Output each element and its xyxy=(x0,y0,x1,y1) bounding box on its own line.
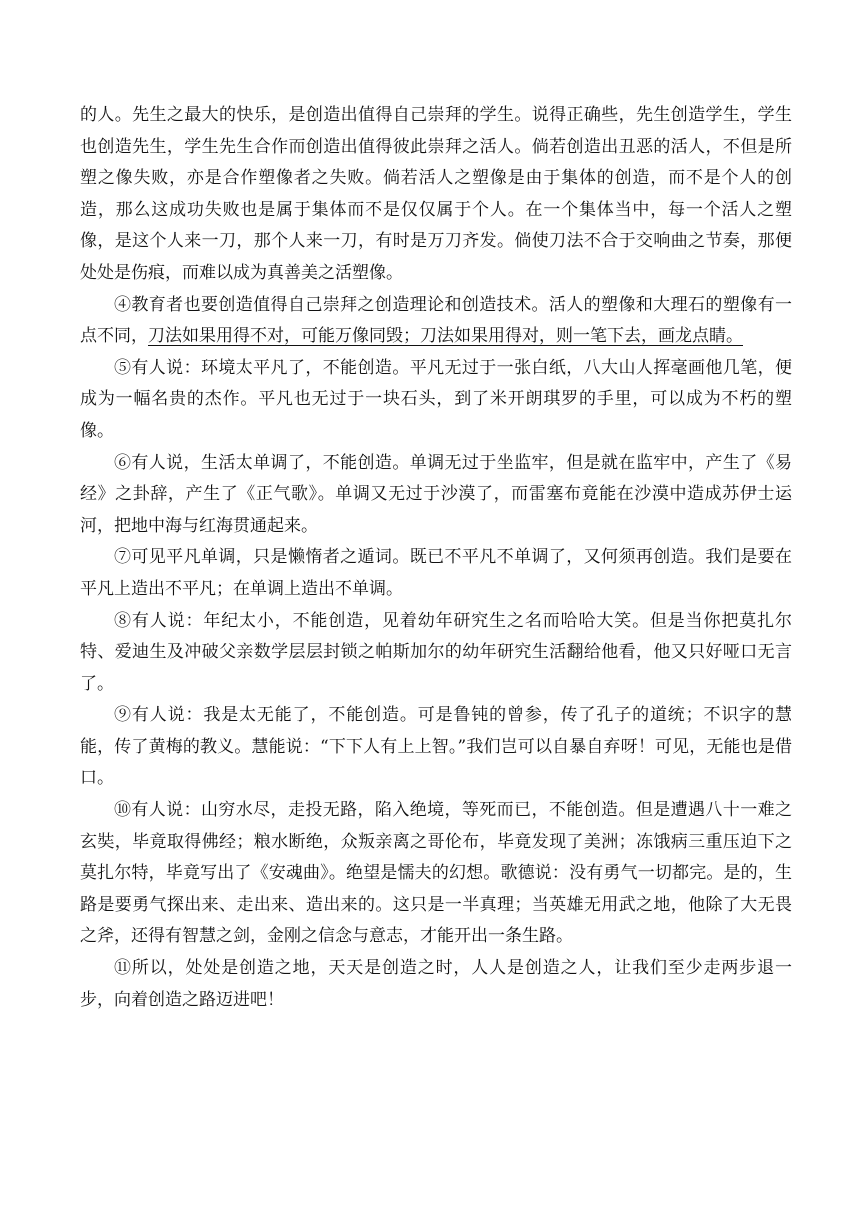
paragraph-text: ⑧有人说：年纪太小，不能创造，见着幼年研究生之名而哈哈大笑。但是当你把莫扎尔特、爱迪生及冲破父亲数学层层封锁之帕斯加尔的幼年研究生活翻给他看，他又只好哑口无言了。 xyxy=(80,610,792,694)
paragraph xyxy=(80,353,792,448)
paragraph xyxy=(80,100,792,290)
paragraph xyxy=(80,542,792,605)
paragraph xyxy=(80,953,792,1016)
document-body xyxy=(80,100,792,1016)
paragraph xyxy=(80,290,792,353)
paragraph xyxy=(80,795,792,953)
paragraph-text: ④教育者也要创造值得自己崇拜之创造理论和创造技术。活人的塑像和大理石的塑像有一点不同， xyxy=(80,294,792,347)
paragraph xyxy=(80,700,792,795)
paragraph-text: 的人。先生之最大的快乐，是创造出值得自己崇拜的学生。说得正确些，先生创造学生，学生也创造先生，学生先生合作而创造出值得彼此崇拜之活人。倘若创造出丑恶的活人，不但是所塑之像失败，亦是合作塑像者之失败。倘若活人之塑像是由于集体的创造，而不是个人的创造，那么这成功失败也是属于集体而不是仅仅属于个人。在一个集体当中，每一个活人之塑像，是这个人来一刀，那个人来一刀，有时是万刀齐发。倘使刀法不合于交响曲之节奏，那便处处是伤痕，而难以成为真善美之活塑像。 xyxy=(80,105,792,283)
paragraph-text: ⑥有人说，生活太单调了，不能创造。单调无过于坐监牢，但是就在监牢中，产生了《易经》之卦辞，产生了《正气歌》。单调又无过于沙漠了，而雷塞布竟能在沙漠中造成苏伊士运河，把地中海与红海贯通起来。 xyxy=(80,452,792,536)
paragraph xyxy=(80,448,792,543)
paragraph-text: ⑤有人说：环境太平凡了，不能创造。平凡无过于一张白纸，八大山人挥毫画他几笔，便成为一幅名贵的杰作。平凡也无过于一块石头，到了米开朗琪罗的手里，可以成为不朽的塑像。 xyxy=(80,357,792,441)
paragraph-text: ⑩有人说：山穷水尽，走投无路，陷入绝境，等死而已，不能创造。但是遭遇八十一难之玄奘，毕竟取得佛经；粮水断绝，众叛亲离之哥伦布，毕竟发现了美洲；冻饿病三重压迫下之莫扎尔特，毕竟写出了《安魂曲》。绝望是懦夫的幻想。歌德说：没有勇气一切都完。是的，生路是要勇气探出来、走出来、造出来的。这只是一半真理；当英雄无用武之地，他除了大无畏之斧，还得有智慧之剑，金刚之信念与意志，才能开出一条生路。 xyxy=(80,800,792,947)
paragraph-text: ⑦可见平凡单调，只是懒惰者之遁词。既已不平凡不单调了，又何须再创造。我们是要在平凡上造出不平凡；在单调上造出不单调。 xyxy=(80,547,792,599)
paragraph-text: ⑨有人说：我是太无能了，不能创造。可是鲁钝的曾参，传了孔子的道统；不识字的慧能，传了黄梅的教义。慧能说：“下下人有上上智。”我们岂可以自暴自弃呀！可见，无能也是借口。 xyxy=(80,705,792,789)
paragraph xyxy=(80,606,792,701)
underlined-sentence: 刀法如果用得不对，可能万像同毁；刀法如果用得对，则一笔下去，画龙点睛。 xyxy=(148,326,743,347)
paragraph-text: ⑪所以，处处是创造之地，天天是创造之时，人人是创造之人，让我们至少走两步退一步，向着创造之路迈进吧！ xyxy=(80,958,792,1010)
